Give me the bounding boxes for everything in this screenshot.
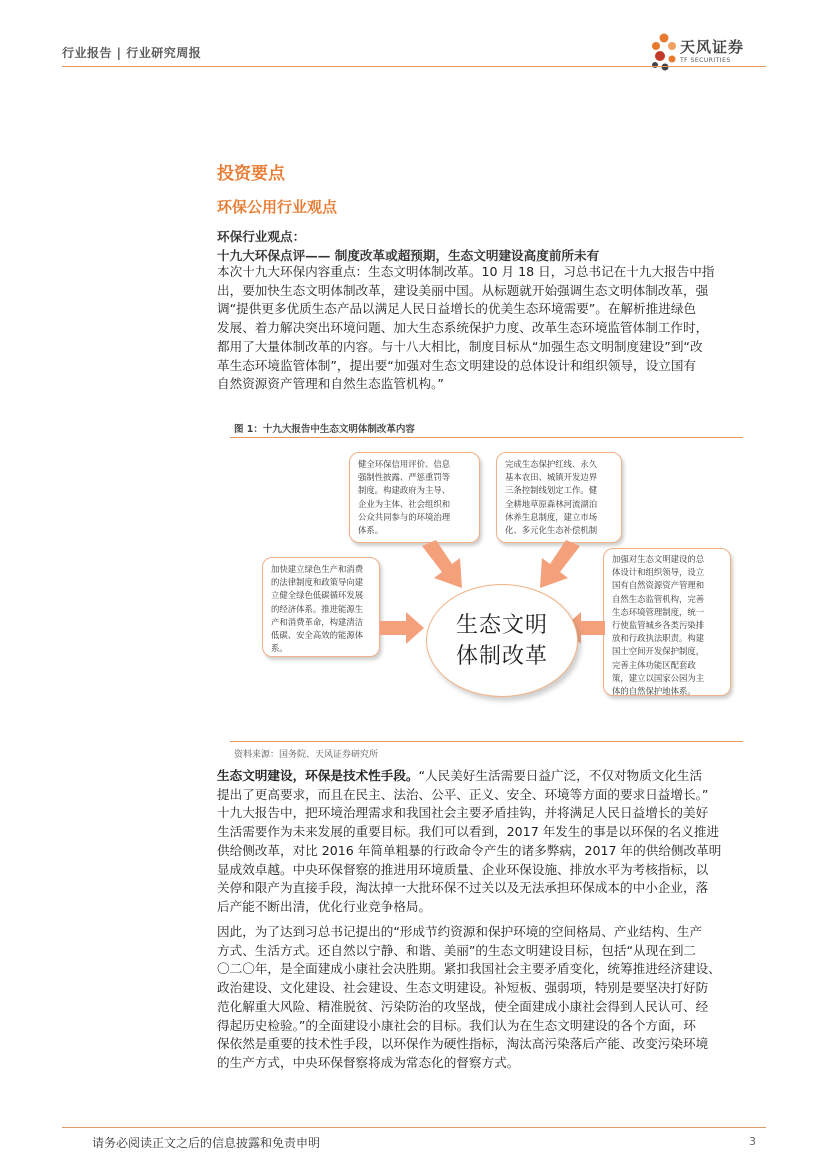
figure-source: 资料来源：国务院、天风证券研究所	[234, 750, 379, 760]
box-green-economy	[262, 557, 380, 657]
box-ecological-redline	[496, 452, 622, 543]
text-line: 本次十九大环保内容重点：生态文明体制改革。10 月 18 日，习总书记在十九大报告中指	[217, 264, 715, 279]
section-subtitle: 环保公用行业观点	[217, 198, 338, 216]
center-text-line: 生态文明	[455, 612, 548, 638]
box-line: 休养生息制度，建立市场	[505, 511, 598, 522]
box-line: 的法律制度和政策导向建	[271, 577, 364, 588]
text-line: 范化解重大风险、精准脱贫、污染防治的攻坚战，使全面建成小康社会得到人民认可、经	[217, 998, 709, 1014]
box-line: 体系。	[358, 525, 384, 536]
brand-name-en: TF SECURITIES	[680, 57, 731, 64]
center-circle	[426, 584, 578, 697]
center-text-line: 体制改革	[455, 643, 548, 669]
box-line: 体设计和组织领导，设立	[612, 567, 705, 578]
paragraph-2	[217, 767, 763, 917]
box-line: 立健全绿色低碳循环发展	[271, 590, 364, 601]
bold-lead: 生态文明建设，环保是技术性手段。	[217, 768, 419, 783]
text-line: 生活需要作为未来发展的重要目标。我们可以看到，2017 年发生的事是以环保的名义推进	[217, 824, 720, 840]
box-line: 基本农田、城镇开发边界	[505, 472, 598, 483]
figure-bottom-rule	[230, 741, 743, 742]
box-line: 自然生态监管机构，完善	[612, 593, 705, 604]
box-line: 放和行政执法职责。构建	[612, 633, 705, 644]
text-line: 都用了大量体制改革的内容。与十八大相比，制度目标从“加强生态文明制度建设”到“改	[217, 338, 703, 354]
text-line: 提出了更高要求，而且在民主、法治、公平、正义、安全、环境等方面的要求日益增长。”	[217, 786, 709, 802]
box-line: 生态环境管理制度，统一	[612, 606, 705, 617]
text-line: 后产能不断出清，优化行业竞争格局。	[217, 898, 432, 914]
box-line: 国有自然资源资产管理和	[612, 580, 705, 591]
text-line: 显成效卓越。中央环保督察的推进用环境质量、企业环保设施、排放水平为考核指标，以	[217, 861, 709, 877]
arrow-down-right-icon	[418, 540, 468, 592]
text-line: 出，要加快生态文明体制改革，建设美丽中国。从标题就开始强调生态文明体制改革，强	[217, 282, 709, 298]
text-line: 革生态环境监管体制”，提出要“加强对生态文明建设的总体设计和组织领导，设立国有	[217, 357, 697, 373]
box-line: 健全环保信用评价、信息	[358, 459, 451, 469]
box-line: 三条控制线划定工作。健	[505, 485, 598, 496]
box-environmental-governance	[349, 452, 480, 543]
report-category: 行业报告 | 行业研究周报	[62, 46, 202, 60]
arrow-down-left-icon	[534, 540, 584, 592]
view-bold-line: 十九大环保点评—— 制度改革或超预期，生态文明建设高度前所未有	[217, 248, 600, 263]
paragraph-3	[217, 923, 763, 1073]
box-line: 完成生态保护红线、永久	[505, 459, 598, 469]
text-line: 的生产方式，中央环保督察将成为常态化的督察方式。	[217, 1054, 520, 1070]
text-line: 因此，为了达到习总书记提出的“形成节约资源和保护环境的空间格局、产业结构、生产	[217, 924, 703, 939]
box-line: 企业为主体、社会组织和	[358, 498, 451, 509]
page-number: 3	[749, 1135, 756, 1148]
text-line: 得起历史检验。”的全面建设小康社会的目标。我们认为在生态文明建设的各个方面，环	[217, 1017, 696, 1033]
box-supervision-system	[603, 548, 731, 696]
text-line: 方式、生活方式。还自然以宁静、和谐、美丽”的生态文明建设目标，包括“从现在到二	[217, 942, 697, 958]
box-line: 策，建立以国家公园为主	[612, 672, 705, 683]
box-line: 体的自然保护地体系。	[612, 686, 696, 697]
text-line: 自然资源资产管理和自然生态监管机构。”	[217, 376, 444, 392]
text-line: 十九大报告中，把环境治理需求和我国社会主要矛盾挂钩，并将满足人民日益增长的美好	[217, 805, 709, 821]
text-line	[217, 767, 763, 786]
box-line: 全耕地草原森林河流湖泊	[505, 498, 598, 509]
box-line: 制度。构建政府为主导、	[358, 485, 451, 496]
box-line: 系。	[271, 643, 288, 654]
paragraph-1	[217, 263, 763, 394]
text-line: 政治建设、文化建设、社会建设、生态文明建设。补短板、强弱项，特别是要坚决打好防	[217, 980, 709, 996]
text-line: 调“提供更多优质生态产品以满足人民日益增长的优美生态环境需要”。在解析推进绿色	[217, 301, 697, 317]
figure-top-rule	[230, 437, 743, 438]
box-line: 强制性披露、严惩重罚等	[358, 472, 451, 483]
box-line: 加强对生态文明建设的总	[612, 554, 705, 564]
view-heading: 环保行业观点：	[217, 229, 306, 244]
text-line: 发展、着力解决突出环境问题、加大生态系统保护力度、改革生态环境监管体制工作时，	[217, 320, 709, 336]
header-rule	[62, 66, 766, 67]
section-title: 投资要点	[217, 164, 285, 184]
box-line: 产和消费革命，构建清洁	[271, 616, 364, 627]
box-line: 公众共同参与的环境治理	[358, 511, 451, 522]
text-line: 保依然是重要的技术性手段，以环保作为硬性指标，淘汰高污染落后产能、改变污染环境	[217, 1036, 709, 1052]
figure-caption: 图 1：十九大报告中生态文明体制改革内容	[234, 424, 415, 435]
box-line: 低碳、安全高效的能源体	[271, 630, 364, 641]
text-line: 〇二〇年，是全面建成小康社会决胜期。紧扣我国社会主要矛盾变化，统筹推进经济建设、	[217, 961, 721, 977]
footer-disclaimer: 请务必阅读正文之后的信息披露和免责申明	[92, 1136, 321, 1150]
box-line: 国土空间开发保护制度，	[612, 646, 705, 657]
text-line: 供给侧改革，对比 2016 年简单粗暴的行政命令产生的诸多弊病，2017 年的供给侧改革明	[217, 842, 722, 858]
arrow-right-icon	[380, 612, 424, 644]
footer-rule	[62, 1127, 766, 1128]
brand-name: 天风证券	[680, 38, 745, 56]
box-line: 化、多元化生态补偿机制	[505, 525, 598, 536]
box-line: 加快建立绿色生产和消费	[271, 564, 364, 574]
text-line: 关停和限产为直接手段，淘汰掉一大批环保不过关以及无法承担环保成本的中小企业，落	[217, 880, 709, 896]
text-span: “人民美好生活需要日益广泛，不仅对物质文化生活	[418, 768, 703, 783]
box-line: 的经济体系。推进能源生	[271, 603, 364, 614]
box-line: 完善主体功能区配套政	[612, 659, 696, 670]
box-line: 行使监管城乡各类污染排	[612, 620, 705, 631]
